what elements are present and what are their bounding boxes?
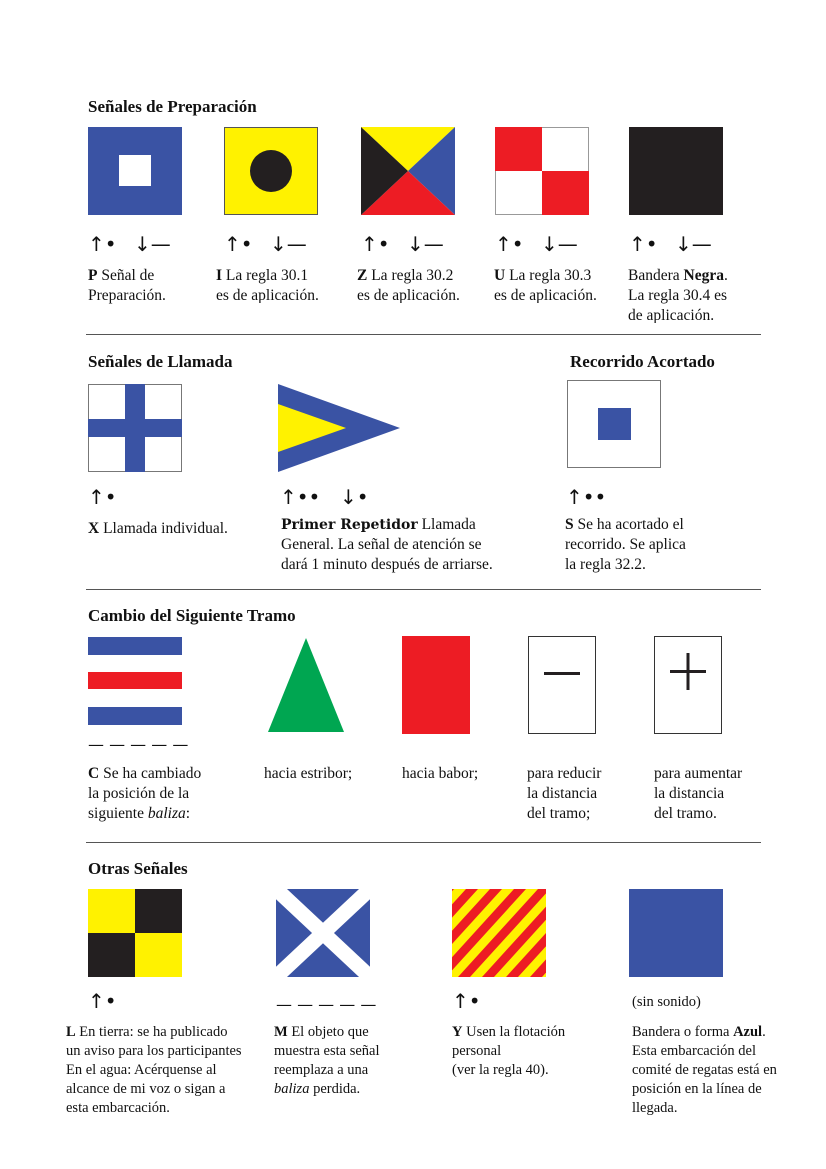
flag-p xyxy=(88,127,182,215)
board-plus xyxy=(654,636,722,734)
desc-increase: para aumentar la distancia del tramo. xyxy=(654,765,743,822)
flag-l xyxy=(88,889,182,977)
shape-green-triangle xyxy=(266,636,346,734)
signal-down-p: ↓— xyxy=(134,232,171,256)
desc-s: S Se ha acortado el recorrido. Se aplica la regla 32.2. xyxy=(565,516,686,573)
note-no-sound: (sin sonido) xyxy=(632,994,701,1010)
signal-down-black: ↓— xyxy=(675,232,712,256)
flag-z xyxy=(361,127,455,215)
desc-i: I La regla 30.1 es de aplicación. xyxy=(216,267,319,303)
desc-port: hacia babor; xyxy=(402,765,479,782)
desc-blue: Bandera o forma Azul. Esta embarcación del comité de regatas está en posición en la línea de llegada. xyxy=(632,1024,777,1116)
shape-red-rectangle xyxy=(402,636,470,734)
flag-x xyxy=(88,384,182,472)
signal-s: ↑•• xyxy=(566,485,607,509)
signal-dashes-m: — — — — — xyxy=(276,995,377,1014)
desc-c: C Se ha cambiado la posición de la siguiente baliza: xyxy=(88,765,202,822)
signal-down-z: ↓— xyxy=(407,232,444,256)
flag-s xyxy=(567,380,661,468)
desc-repeater: Primer Repetidor Llamada General. La señal de atención se dará 1 minuto después de arriarse. xyxy=(281,516,493,573)
divider xyxy=(86,334,761,335)
divider xyxy=(86,589,761,590)
signal-up-repeater: ↑•• xyxy=(280,485,321,509)
desc-black: Bandera Negra. La regla 30.4 es de aplicación. xyxy=(628,267,728,323)
flag-black xyxy=(629,127,723,215)
flag-y xyxy=(452,889,546,977)
flag-i xyxy=(224,127,318,215)
signal-y: ↑• xyxy=(452,989,481,1013)
signal-down-u: ↓— xyxy=(541,232,578,256)
signal-l: ↑• xyxy=(88,989,117,1013)
section-title-recall: Señales de Llamada xyxy=(88,352,233,371)
desc-m: M El objeto que muestra esta señal reemplaza a una baliza perdida. xyxy=(274,1024,380,1097)
board-minus xyxy=(528,636,596,734)
signal-up-i: ↑• xyxy=(224,232,253,256)
section-title-shortened: Recorrido Acortado xyxy=(570,352,715,371)
signal-up-u: ↑• xyxy=(495,232,524,256)
flag-m xyxy=(276,889,370,977)
flag-blue xyxy=(629,889,723,977)
divider xyxy=(86,842,761,843)
signal-up-p: ↑• xyxy=(88,232,117,256)
desc-reduce: para reducir la distancia del tramo; xyxy=(527,765,602,822)
flag-first-repeater xyxy=(276,382,404,474)
desc-p: P Señal de Preparación. xyxy=(88,267,166,304)
signal-down-repeater: ↓• xyxy=(340,485,369,509)
signal-x: ↑• xyxy=(88,485,117,509)
desc-l: L En tierra: se ha publicado un aviso para los participantes En el agua: Acérquense al alcance de mi voz o sigan a esta embarcación. xyxy=(66,1024,242,1116)
desc-u: U La regla 30.3 es de aplicación. xyxy=(494,267,597,303)
section-title-change: Cambio del Siguiente Tramo xyxy=(88,606,296,625)
flag-u xyxy=(495,127,589,215)
desc-starboard: hacia estribor; xyxy=(264,765,353,782)
desc-y: Y Usen la flotación personal (ver la regla 40). xyxy=(452,1024,566,1078)
desc-z: Z La regla 30.2 es de aplicación. xyxy=(357,267,460,303)
section-title-other: Otras Señales xyxy=(88,859,188,878)
desc-x: X Llamada individual. xyxy=(88,520,228,537)
flag-c xyxy=(88,637,182,725)
signal-dashes-c: — — — — — xyxy=(88,735,189,754)
section-title-preparation: Señales de Preparación xyxy=(88,97,257,116)
signal-up-black: ↑• xyxy=(629,232,658,256)
signal-down-i: ↓— xyxy=(270,232,307,256)
signal-up-z: ↑• xyxy=(361,232,390,256)
